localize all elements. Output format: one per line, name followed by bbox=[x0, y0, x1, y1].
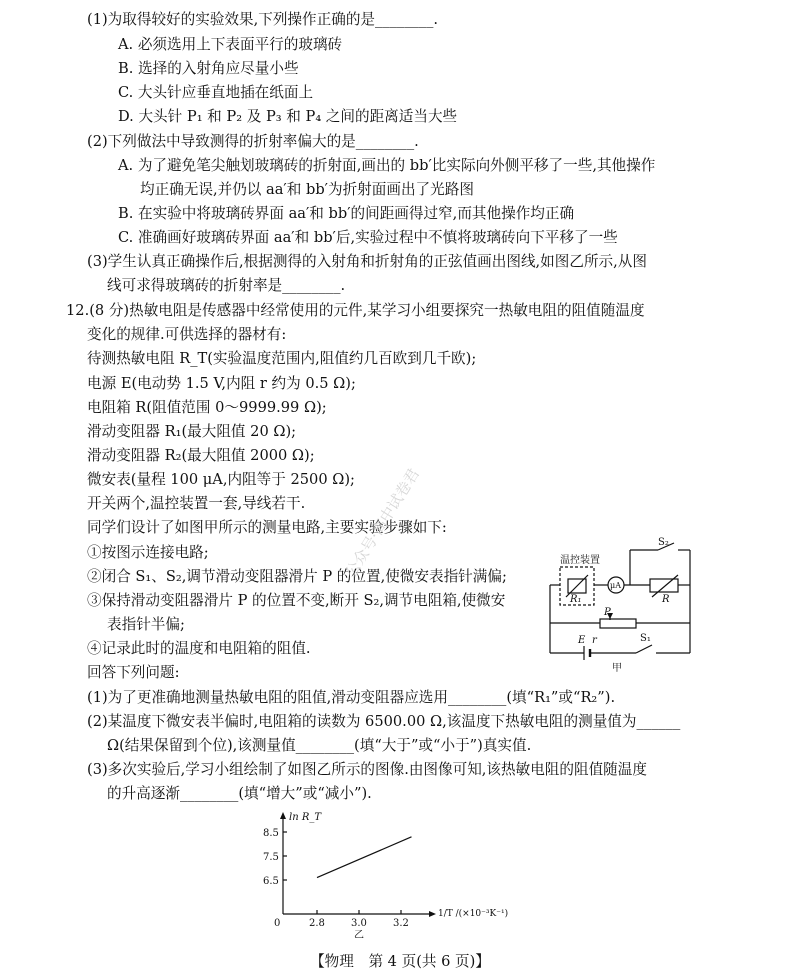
q12-question-3-line2: 的升高逐渐________(填“增大”或“减小”). bbox=[107, 785, 372, 802]
chart-caption: 乙 bbox=[354, 930, 364, 938]
q11-p2-option-a-line1: A. 为了避免笔尖触划玻璃砖的折射面,画出的 bb′比实际向外侧平移了一些,其他操作 bbox=[118, 157, 656, 174]
q12-material-4: 滑动变阻器 R₁(最大阻值 20 Ω); bbox=[87, 423, 297, 440]
y-tick-label: 6.5 bbox=[263, 876, 279, 887]
q12-material-1: 待测热敏电阻 R_T(实验温度范围内,阻值约几百欧到几千欧); bbox=[87, 350, 477, 367]
q12-design-intro: 同学们设计了如图甲所示的测量电路,主要实验步骤如下: bbox=[87, 519, 447, 536]
circuit-device-label: 温控装置 bbox=[560, 555, 600, 566]
q12-step-3b: 表指针半偏; bbox=[107, 616, 185, 633]
q11-p3-line2: 线可求得玻璃砖的折射率是________. bbox=[107, 277, 346, 294]
q12-step-2: ②闭合 S₁、S₂,调节滑动变阻器滑片 P 的位置,使微安表指针满偏; bbox=[87, 568, 507, 585]
circuit-e-label: E bbox=[578, 635, 586, 646]
q12-step-3a: ③保持滑动变阻器滑片 P 的位置不变,断开 S₂,调节电阻箱,使微安 bbox=[87, 592, 506, 609]
q12-question-2-line2: Ω(结果保留到个位),该测量值________(填“大于”或“小于”)真实值. bbox=[107, 737, 532, 754]
q12-step-1: ①按图示连接电路; bbox=[87, 544, 209, 561]
q12-material-7: 开关两个,温控装置一套,导线若干. bbox=[87, 495, 306, 512]
x-axis-arrow bbox=[429, 911, 436, 917]
q11-p1-option-a: A. 必须选用上下表面平行的玻璃砖 bbox=[118, 36, 343, 53]
q12-question-2-line1: (2)某温度下微安表半偏时,电阻箱的读数为 6500.00 Ω,该温度下热敏电阻的测量值为______ bbox=[87, 713, 681, 730]
page-footer: 【物理 第 4 页(共 6 页)】 bbox=[310, 953, 490, 970]
circuit-s1-label: S₁ bbox=[640, 633, 651, 644]
circuit-caption: 甲 bbox=[612, 663, 622, 674]
q12-answer-intro: 回答下列问题: bbox=[87, 664, 180, 681]
x-tick-label: 2.8 bbox=[309, 918, 325, 929]
origin-label: 0 bbox=[274, 918, 281, 929]
q11-p3-line1: (3)学生认真正确操作后,根据测得的入射角和折射角的正弦值画出图线,如图乙所示,从图 bbox=[87, 253, 647, 270]
circuit-r-label: R bbox=[662, 594, 670, 605]
q12-stem-line2: 变化的规律.可供选择的器材有: bbox=[87, 326, 287, 343]
q12-stem-line1: 12.(8 分)热敏电阻是传感器中经常使用的元件,某学习小组要探究一热敏电阻的阻值随温度 bbox=[66, 302, 645, 319]
microammeter-icon: μA bbox=[610, 581, 621, 590]
q11-p1-option-d: D. 大头针 P₁ 和 P₂ 及 P₃ 和 P₄ 之间的距离适当大些 bbox=[118, 108, 458, 125]
q11-p2-option-a-line2: 均正确无误,并仍以 aa′和 bb′为折射面画出了光路图 bbox=[140, 181, 474, 198]
q12-material-6: 微安表(量程 100 μA,内阻等于 2500 Ω); bbox=[87, 471, 355, 488]
q11-p2-stem: (2)下列做法中导致测得的折射率偏大的是________. bbox=[87, 133, 419, 150]
q11-p2-option-b: B. 在实验中将玻璃砖界面 aa′和 bb′的间距画得过窄,而其他操作均正确 bbox=[118, 205, 575, 222]
q12-question-3-line1: (3)多次实验后,学习小组绘制了如图乙所示的图像.由图像可知,该热敏电阻的阻值随温度 bbox=[87, 761, 647, 778]
circuit-p-label: P bbox=[604, 607, 611, 618]
y-tick-label: 8.5 bbox=[263, 828, 279, 839]
x-axis-label: 1/T /(×10⁻³K⁻¹) bbox=[438, 909, 509, 919]
y-tick-label: 7.5 bbox=[263, 852, 279, 863]
q11-p1-stem: (1)为取得较好的实验效果,下列操作正确的是________. bbox=[87, 11, 439, 28]
ln-rt-vs-inverse-t-chart bbox=[250, 808, 510, 938]
x-tick-label: 3.0 bbox=[351, 918, 367, 929]
q11-p2-option-c: C. 准确画好玻璃砖界面 aa′和 bb′后,实验过程中不慎将玻璃砖向下平移了一些 bbox=[118, 229, 618, 246]
q11-p1-option-b: B. 选择的入射角应尽量小些 bbox=[118, 60, 299, 77]
y-axis-arrow bbox=[280, 812, 286, 819]
x-tick-label: 3.2 bbox=[393, 918, 409, 929]
q12-material-2: 电源 E(电动势 1.5 V,内阻 r 约为 0.5 Ω); bbox=[87, 375, 356, 392]
q12-question-1: (1)为了更准确地测量热敏电阻的阻值,滑动变阻器应选用________(填“R₁”或“R₂”). bbox=[87, 689, 616, 706]
series-line bbox=[317, 837, 412, 878]
circuit-r-internal-label: r bbox=[592, 635, 597, 646]
q11-p1-option-c: C. 大头针应垂直地插在纸面上 bbox=[118, 84, 314, 101]
circuit-diagram bbox=[540, 535, 700, 675]
q12-material-5: 滑动变阻器 R₂(最大阻值 2000 Ω); bbox=[87, 447, 315, 464]
q12-material-3: 电阻箱 R(阻值范围 0～9999.99 Ω); bbox=[87, 399, 327, 416]
watermark: 公众号·高中试卷君 bbox=[341, 465, 424, 581]
circuit-s2-label: S₂ bbox=[658, 537, 669, 548]
y-axis-label: ln R_T bbox=[289, 812, 322, 823]
circuit-r1-label: R₁ bbox=[570, 594, 582, 605]
q12-step-4: ④记录此时的温度和电阻箱的阻值. bbox=[87, 640, 311, 657]
